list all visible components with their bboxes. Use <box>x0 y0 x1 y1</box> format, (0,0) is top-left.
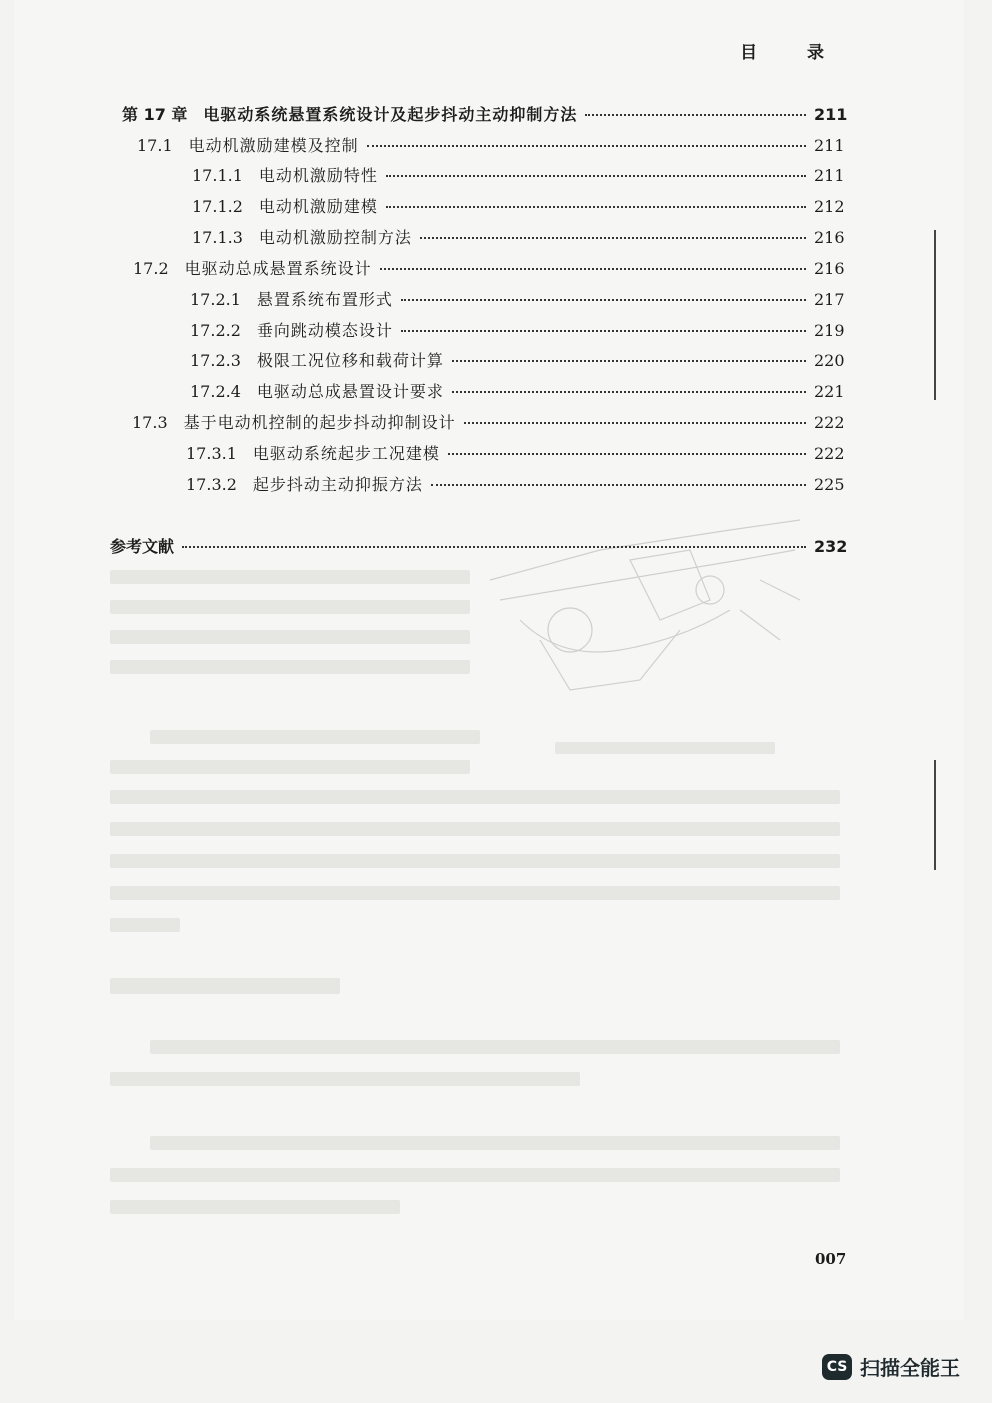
bleed-through-caption <box>555 742 775 754</box>
toc-number: 17.3.2 <box>186 475 237 494</box>
toc-number: 第 17 章 <box>122 105 188 124</box>
toc-page-number: 222 <box>814 444 845 463</box>
toc-number: 17.2 <box>133 259 169 278</box>
toc-entry-subsection[interactable] <box>190 287 844 313</box>
toc-title: 基于电动机控制的起步抖动抑制设计 <box>183 413 456 432</box>
toc-leader-dots <box>448 452 806 455</box>
toc-entry-section[interactable] <box>137 133 844 159</box>
toc-entry-subsection[interactable] <box>192 163 844 189</box>
toc-page-number: 211 <box>814 166 845 185</box>
toc-leader-dots <box>182 545 806 548</box>
toc-number: 17.2.3 <box>190 351 241 370</box>
toc-leader-dots <box>401 329 806 332</box>
scanner-app-name: 扫描全能王 <box>860 1356 960 1380</box>
toc-title: 电动机激励控制方法 <box>258 228 412 247</box>
toc-page-number: 217 <box>814 290 845 309</box>
bleed-through-text <box>110 978 340 994</box>
toc-leader-dots <box>380 267 806 270</box>
bleed-through-text <box>110 600 470 614</box>
toc-page-number: 216 <box>814 259 845 278</box>
toc-number: 17.1.1 <box>192 166 243 185</box>
toc-title: 电动机激励建模 <box>258 197 378 216</box>
toc-page-number: 225 <box>814 475 845 494</box>
toc-entry-subsection[interactable] <box>190 379 844 405</box>
toc-page-number: 222 <box>814 413 845 432</box>
page-number: 007 <box>815 1250 847 1268</box>
toc-leader-dots <box>585 113 806 116</box>
toc-title: 电驱动总成悬置系统设计 <box>184 259 372 278</box>
toc-title: 电动机激励特性 <box>258 166 378 185</box>
toc-number: 17.2.1 <box>190 290 241 309</box>
toc-leader-dots <box>452 359 806 362</box>
toc-entry-subsection[interactable] <box>190 318 844 344</box>
toc-entry-references[interactable] <box>110 534 848 560</box>
toc-title: 悬置系统布置形式 <box>256 290 393 309</box>
toc-entry-section[interactable] <box>132 410 844 436</box>
bleed-through-text <box>110 630 470 644</box>
camscanner-logo-icon: CS <box>822 1354 852 1380</box>
bleed-through-text <box>150 1136 840 1150</box>
bleed-through-text <box>110 790 840 804</box>
toc-leader-dots <box>386 205 806 208</box>
toc-title: 垂向跳动模态设计 <box>256 321 393 340</box>
toc-entry-subsection[interactable] <box>186 472 844 498</box>
bleed-through-text <box>110 760 470 774</box>
toc-number: 17.3.1 <box>186 444 237 463</box>
toc-leader-dots <box>464 421 806 424</box>
toc-entry-subsection[interactable] <box>192 194 844 220</box>
bleed-through-text <box>110 886 840 900</box>
toc-entry-section[interactable] <box>133 256 844 282</box>
bleed-through-text <box>110 1200 400 1214</box>
toc-number: 17.2.2 <box>190 321 241 340</box>
toc-entry-subsection[interactable] <box>186 441 844 467</box>
toc-page-number: 211 <box>814 105 848 124</box>
bleed-through-text <box>110 854 840 868</box>
bleed-through-text <box>110 918 180 932</box>
toc-page-number: 220 <box>814 351 845 370</box>
toc-number: 17.3 <box>132 413 168 432</box>
toc-number: 17.1.3 <box>192 228 243 247</box>
toc-entry-chapter[interactable] <box>122 102 848 128</box>
toc-title: 起步抖动主动抑振方法 <box>252 475 423 494</box>
toc-page-number: 212 <box>814 197 845 216</box>
toc-number: 17.1 <box>137 136 173 155</box>
toc-number: 17.1.2 <box>192 197 243 216</box>
toc-title: 电驱动系统悬置系统设计及起步抖动主动抑制方法 <box>203 105 578 124</box>
toc-page-number: 219 <box>814 321 845 340</box>
toc-title: 电驱动系统起步工况建模 <box>252 444 440 463</box>
toc-page-number: 216 <box>814 228 845 247</box>
scanner-watermark <box>822 1352 960 1381</box>
bleed-through-text <box>110 1072 580 1086</box>
toc-title: 参考文献 <box>110 537 175 556</box>
toc-page-number: 211 <box>814 136 845 155</box>
bleed-through-text <box>110 1168 840 1182</box>
toc-page-number: 221 <box>814 382 845 401</box>
bleed-through-text <box>110 822 840 836</box>
bleed-through-text <box>110 570 470 584</box>
toc-title: 电动机激励建模及控制 <box>188 136 359 155</box>
toc-leader-dots <box>386 174 806 177</box>
scan-edge-mark <box>934 760 936 870</box>
page-header: 目 录 <box>740 43 846 63</box>
bleed-through-figure <box>480 490 810 710</box>
toc-number: 17.2.4 <box>190 382 241 401</box>
toc-leader-dots <box>431 483 806 486</box>
toc-leader-dots <box>401 298 806 301</box>
bleed-through-text <box>110 660 470 674</box>
toc-title: 电驱动总成悬置设计要求 <box>256 382 444 401</box>
toc-entry-subsection[interactable] <box>190 348 844 374</box>
toc-leader-dots <box>420 236 806 239</box>
bleed-through-text <box>150 1040 840 1054</box>
bleed-through-text <box>150 730 480 744</box>
toc-page-number: 232 <box>814 537 848 556</box>
scan-edge-mark <box>934 230 936 400</box>
toc-leader-dots <box>452 390 806 393</box>
toc-entry-subsection[interactable] <box>192 225 844 251</box>
toc-leader-dots <box>367 144 806 147</box>
toc-title: 极限工况位移和载荷计算 <box>256 351 444 370</box>
